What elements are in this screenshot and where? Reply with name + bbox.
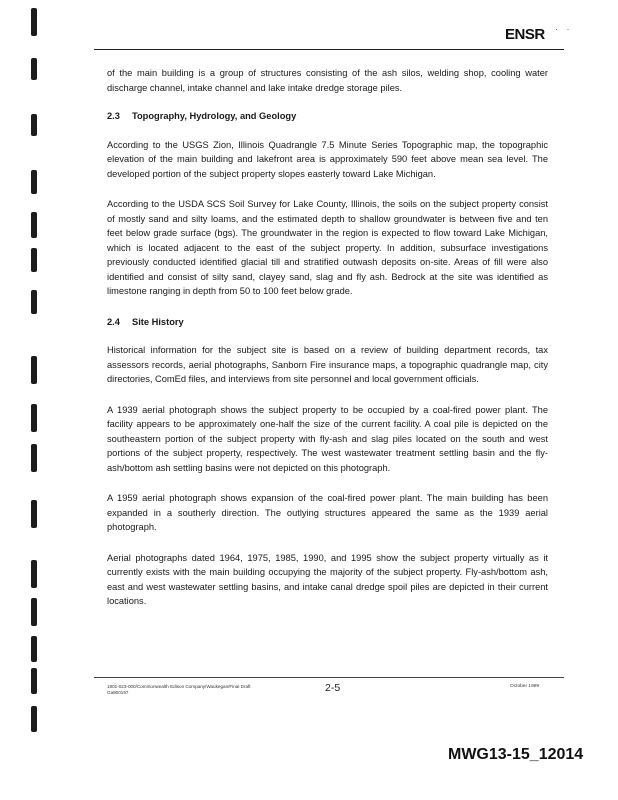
- binder-mark: [31, 404, 37, 432]
- binder-mark: [31, 114, 37, 136]
- binder-mark: [31, 8, 37, 36]
- company-logo: ENSR: [505, 26, 545, 43]
- binder-mark: [31, 598, 37, 626]
- section-heading-2-4: [107, 315, 548, 330]
- scan-specks: · ·: [555, 24, 573, 34]
- section-number: 2.3: [107, 111, 120, 121]
- paragraph: A 1959 aerial photograph shows expansion of the coal-fired power plant. The main building has been expanded in a southerly direction. The outlying structures appeared the same as the 1939 aerial photograph.: [107, 493, 548, 532]
- intro-continuation: of the main building is a group of structures consisting of the ash silos, welding shop, cooling water discharge channel, intake channel and lake intake dredge storage piles.: [107, 68, 548, 93]
- paragraph: Aerial photographs dated 1964, 1975, 1985, 1990, and 1995 show the subject property virtually as it currently exists with the main building occupying the majority of the subject property. Fly-ash/bottom ash, east and west wastewater settling basins, and intake canal dredge spoil piles are depicted in their current locations.: [107, 552, 548, 606]
- paragraph: Historical information for the subject site is based on a review of building department records, tax assessors records, aerial photographs, Sanborn Fire insurance maps, a topographic quadrangle map, city directories, ComEd files, and interviews from site personnel and local government officials.: [107, 345, 548, 384]
- footer-rule: [94, 677, 564, 678]
- footer-date: October 1999: [510, 684, 540, 689]
- binder-mark: [31, 636, 37, 662]
- binder-mark: [31, 560, 37, 588]
- paragraph: A 1939 aerial photograph shows the subject property to be occupied by a coal-fired power plant. The facility appears to be approximately one-half the size of the current facility. A coal pile is depicted on the southeastern portion of the subject property with fly-ash and slag piles located on the south and west portions of the subject property, respectively. The west wastewater treatment settling basin and the fly-ash/bottom ash settling basins were not depicted on this photograph.: [107, 404, 548, 473]
- footer-doc-ref-line: 1801-023-000/Commonwealth Edison Company/Waukegan/Final Draft: [107, 684, 251, 689]
- paragraph: According to the USDA SCS Soil Survey for Lake County, Illinois, the soils on the subject property consist of mostly sand and silty loams, and the estimated depth to shallow groundwater is between five and ten feet below grade surface (bgs). The groundwater in the region is expected to flow toward Lake Michigan, which is located adjacent to the east of the subject property. In addition, subsurface investigations previously conducted identified glacial till and stratified outwash deposits on-site. Areas of fill were also identified and consist of silty sand, clayey sand, slag and fly ash. Bedrock at the site was identified as limestone ranging in depth from 50 to 100 feet below grade.: [107, 199, 548, 296]
- binder-mark: [31, 356, 37, 384]
- page-number: 2-5: [325, 682, 341, 694]
- binder-mark: [31, 444, 37, 472]
- binder-mark: [31, 290, 37, 314]
- binder-mark: [31, 170, 37, 194]
- binder-mark: [31, 248, 37, 272]
- document-body: [107, 66, 548, 625]
- binder-mark: [31, 668, 37, 694]
- binder-mark: [31, 706, 37, 732]
- header-rule: [94, 49, 564, 50]
- footer-doc-ref-line: Ga900197: [107, 690, 129, 695]
- paragraph: According to the USGS Zion, Illinois Quadrangle 7.5 Minute Series Topographic map, the topographic elevation of the main building and lakefront area is approximately 590 feet above mean sea level. The developed portion of the subject property slopes easterly toward Lake Michigan.: [107, 139, 548, 179]
- footer-doc-reference: [107, 684, 317, 696]
- section-title: Topography, Hydrology, and Geology: [132, 111, 297, 121]
- binder-mark: [31, 58, 37, 80]
- binder-mark: [31, 500, 37, 528]
- bates-number: MWG13-15_12014: [448, 746, 584, 763]
- binder-mark: [31, 212, 37, 238]
- section-title: Site History: [132, 316, 184, 327]
- section-number: 2.4: [107, 316, 120, 327]
- section-heading-2-3: [107, 109, 548, 124]
